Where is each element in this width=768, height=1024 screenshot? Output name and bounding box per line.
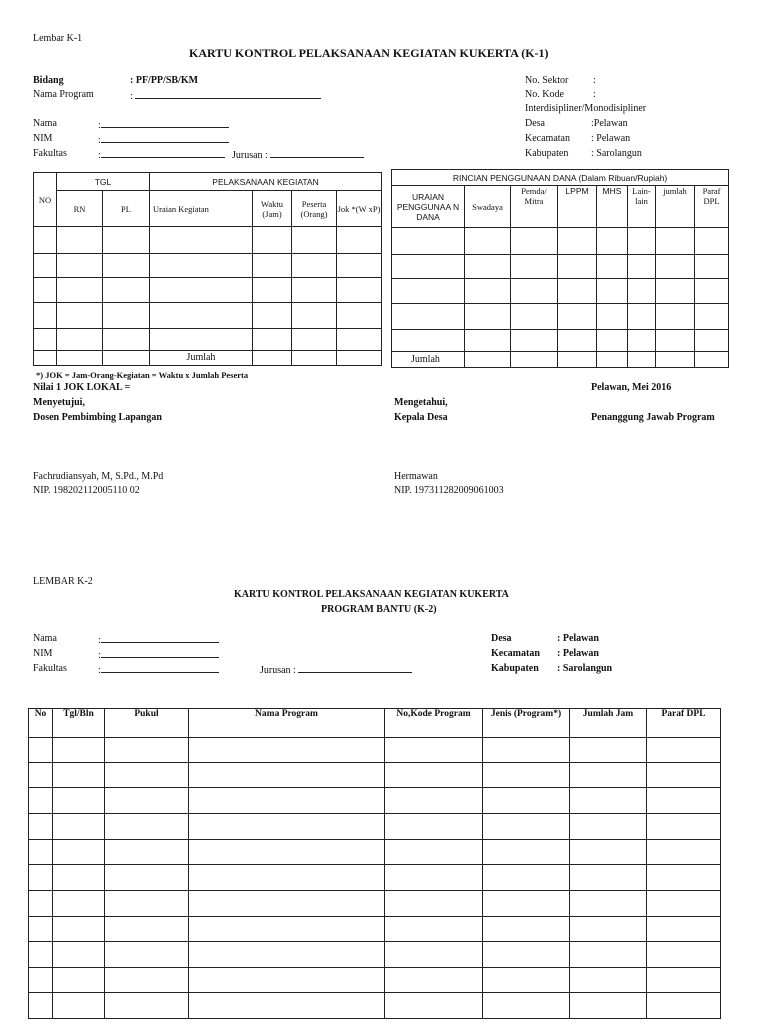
k2-title-line2: PROGRAM BANTU (K-2) bbox=[321, 604, 437, 615]
col-jok: Jok *(W xP) bbox=[337, 191, 382, 227]
col-tgl: TGL bbox=[57, 173, 150, 191]
table-row bbox=[29, 865, 721, 891]
col-mhs: MHS bbox=[597, 186, 628, 228]
kades-name: Hermawan bbox=[394, 471, 438, 482]
k2-nim-label: NIM bbox=[33, 648, 53, 659]
fakultas-field[interactable]: : bbox=[98, 148, 225, 161]
jumlah-row bbox=[392, 352, 729, 368]
kabupaten-value: : Sarolangun bbox=[591, 148, 642, 159]
program-bantu-table bbox=[28, 708, 721, 1019]
table-row bbox=[392, 255, 729, 279]
menyetujui: Menyetujui, bbox=[33, 397, 85, 408]
k2-nama-label: Nama bbox=[33, 633, 57, 644]
jumlah-label: Jumlah bbox=[150, 351, 253, 366]
nama-field[interactable]: : bbox=[98, 118, 229, 131]
k2-title-line1: KARTU KONTROL PELAKSANAAN KEGIATAN KUKERTA bbox=[234, 589, 509, 600]
dpl-name: Fachrudiansyah, M, S.Pd., M.Pd bbox=[33, 471, 164, 482]
table-row bbox=[34, 227, 382, 254]
k1-title: KARTU KONTROL PELAKSANAAN KEGIATAN KUKERTA (K-1) bbox=[189, 46, 549, 60]
col-kode-program: No,Kode Program bbox=[385, 709, 483, 738]
table-row bbox=[29, 891, 721, 917]
col-pukul: Pukul bbox=[105, 709, 189, 738]
nim-field[interactable]: : bbox=[98, 133, 229, 146]
table-row bbox=[29, 917, 721, 942]
penanggung-jawab: Penanggung Jawab Program bbox=[591, 412, 715, 423]
no-sektor-label: No. Sektor bbox=[525, 75, 569, 86]
dosen-pembimbing: Dosen Pembimbing Lapangan bbox=[33, 412, 162, 423]
jurusan-field[interactable]: Jurusan : bbox=[232, 148, 364, 161]
k2-kecamatan-value: : Pelawan bbox=[557, 648, 599, 659]
table-row bbox=[29, 814, 721, 840]
jok-footnote: *) JOK = Jam-Orang-Kegiatan = Waktu x Jumlah Peserta bbox=[36, 370, 249, 380]
interdisipliner-text: Interdisipliner/Monodisipliner bbox=[525, 103, 647, 114]
table-row bbox=[392, 330, 729, 352]
table-row bbox=[34, 329, 382, 351]
desa-label: Desa bbox=[525, 118, 545, 129]
table-row bbox=[392, 228, 729, 255]
col-jumlah-dana: jumlah bbox=[656, 186, 695, 228]
col-nama-program: Nama Program bbox=[189, 709, 385, 738]
no-sektor-colon: : bbox=[593, 75, 596, 86]
kecamatan-value: : Pelawan bbox=[591, 133, 631, 144]
k2-kabupaten-label: Kabupaten bbox=[491, 663, 539, 674]
col-swadaya: Swadaya bbox=[465, 186, 511, 228]
table-row bbox=[392, 304, 729, 330]
table-row bbox=[29, 738, 721, 763]
table-row bbox=[29, 763, 721, 788]
no-kode-label: No. Kode bbox=[525, 89, 564, 100]
col-lain-lain: Lain- lain bbox=[628, 186, 656, 228]
table-row bbox=[34, 254, 382, 278]
table-row bbox=[29, 942, 721, 968]
col-no: No bbox=[29, 709, 53, 738]
k2-nim-field[interactable]: : bbox=[98, 648, 219, 661]
col-paraf-dpl: Paraf DPL bbox=[695, 186, 729, 228]
k2-desa-value: : Pelawan bbox=[557, 633, 599, 644]
col-waktu: Waktu (Jam) bbox=[253, 191, 292, 227]
k2-fakultas-field[interactable]: : bbox=[98, 663, 219, 676]
nama-label: Nama bbox=[33, 118, 57, 129]
nama-program-label: Nama Program bbox=[33, 89, 94, 100]
col-no: NO bbox=[34, 173, 57, 227]
jumlah-row bbox=[34, 351, 382, 366]
k2-fakultas-label: Fakultas bbox=[33, 663, 67, 674]
col-pelaksanaan: PELAKSANAAN KEGIATAN bbox=[150, 173, 382, 191]
date-place: Pelawan, Mei 2016 bbox=[591, 382, 672, 393]
col-jumlah-jam: Jumlah Jam bbox=[570, 709, 647, 738]
col-paraf-dpl: Paraf DPL bbox=[647, 709, 721, 738]
col-jenis: Jenis (Program*) bbox=[483, 709, 570, 738]
table-row bbox=[29, 968, 721, 993]
kepala-desa: Kepala Desa bbox=[394, 412, 448, 423]
col-uraian-dana: URAIAN PENGGUNAA N DANA bbox=[392, 186, 465, 228]
k2-jurusan-field[interactable]: Jurusan : bbox=[260, 663, 412, 676]
table-row bbox=[34, 278, 382, 303]
fakultas-label: Fakultas bbox=[33, 148, 67, 159]
kades-nip: NIP. 197311282009061003 bbox=[394, 485, 504, 496]
col-pl: PL bbox=[103, 191, 150, 227]
nilai-jok: Nilai 1 JOK LOKAL = bbox=[33, 382, 131, 393]
col-tgl-bln: Tgl/Bln bbox=[53, 709, 105, 738]
dpl-nip: NIP. 198202112005110 02 bbox=[33, 485, 140, 496]
rincian-dana-table bbox=[391, 169, 729, 368]
pelaksanaan-table bbox=[33, 172, 382, 366]
k2-desa-label: Desa bbox=[491, 633, 512, 644]
bidang-label: Bidang bbox=[33, 75, 64, 86]
col-rn: RN bbox=[57, 191, 103, 227]
lembar-k2-label: LEMBAR K-2 bbox=[33, 576, 93, 587]
lembar-k1-label: Lembar K-1 bbox=[33, 33, 83, 44]
col-uraian-kegiatan: Uraian Kegiatan bbox=[150, 191, 253, 227]
table-row bbox=[34, 303, 382, 329]
bidang-value: : PF/PP/SB/KM bbox=[130, 75, 199, 86]
col-peserta: Peserta (Orang) bbox=[292, 191, 337, 227]
jumlah-dana-label: Jumlah bbox=[392, 352, 465, 368]
col-pemda: Pemda/ Mitra bbox=[511, 186, 558, 228]
table-row bbox=[392, 279, 729, 304]
kecamatan-label: Kecamatan bbox=[525, 133, 570, 144]
nim-label: NIM bbox=[33, 133, 53, 144]
rincian-header: RINCIAN PENGGUNAAN DANA (Dalam Ribuan/Rupiah) bbox=[392, 170, 729, 186]
no-kode-colon: : bbox=[593, 89, 596, 100]
kabupaten-label: Kabupaten bbox=[525, 148, 569, 159]
desa-value: :Pelawan bbox=[591, 118, 628, 129]
mengetahui: Mengetahui, bbox=[394, 397, 448, 408]
table-row bbox=[29, 840, 721, 865]
table-row bbox=[29, 788, 721, 814]
col-lppm: LPPM bbox=[558, 186, 597, 228]
k2-kabupaten-value: : Sarolangun bbox=[557, 663, 613, 674]
k2-kecamatan-label: Kecamatan bbox=[491, 648, 540, 659]
k2-nama-field[interactable]: : bbox=[98, 633, 219, 646]
nama-program-field[interactable]: : bbox=[130, 89, 321, 102]
table-row bbox=[29, 993, 721, 1019]
